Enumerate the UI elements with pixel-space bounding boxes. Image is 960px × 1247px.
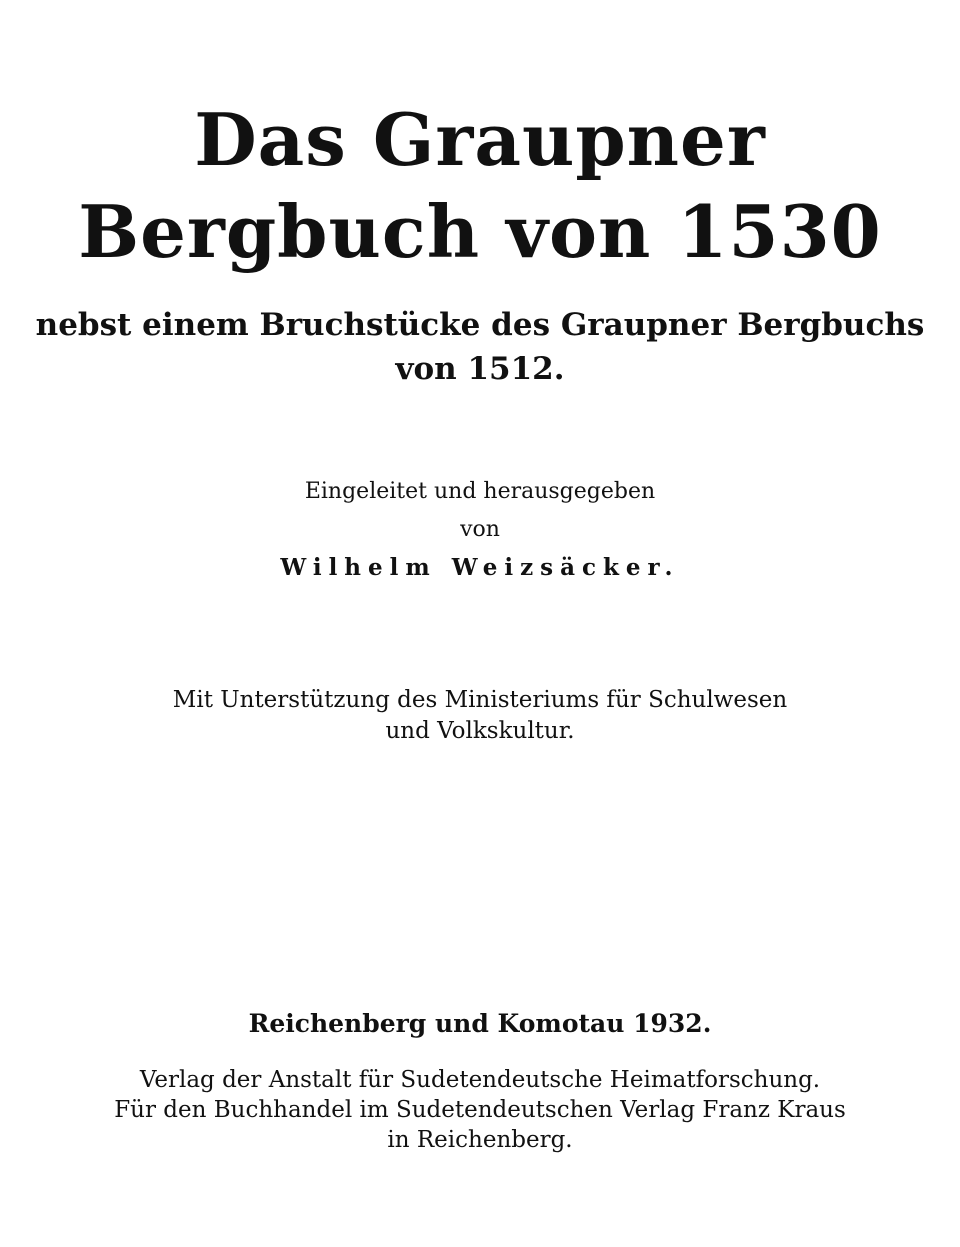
support-line-1: Mit Unterstützung des Ministeriums für Schulwesen (172, 687, 788, 713)
publication-place-year: Reichenberg und Komotau 1932. (248, 1009, 712, 1038)
editor-intro: Eingeleitet und herausgegeben (304, 479, 656, 504)
book-title-line-2: Bergbuch von 1530 (78, 189, 882, 274)
publisher-line-3: in Reichenberg. (387, 1127, 573, 1153)
support-line-2: und Volkskultur. (385, 718, 575, 744)
publisher-line-1: Verlag der Anstalt für Sudetendeutsche Heimatforschung. (139, 1067, 821, 1093)
publisher-line-2: Für den Buchhandel im Sudetendeutschen Verlag Franz Kraus (114, 1097, 846, 1123)
editor-by: von (460, 517, 500, 542)
subtitle-line-1: nebst einem Bruchstücke des Graupner Bergbuchs (35, 307, 925, 343)
subtitle-line-2: von 1512. (395, 351, 565, 387)
book-title-line-1: Das Graupner (194, 97, 766, 182)
editor-name: Wilhelm Weizsäcker. (280, 554, 680, 581)
